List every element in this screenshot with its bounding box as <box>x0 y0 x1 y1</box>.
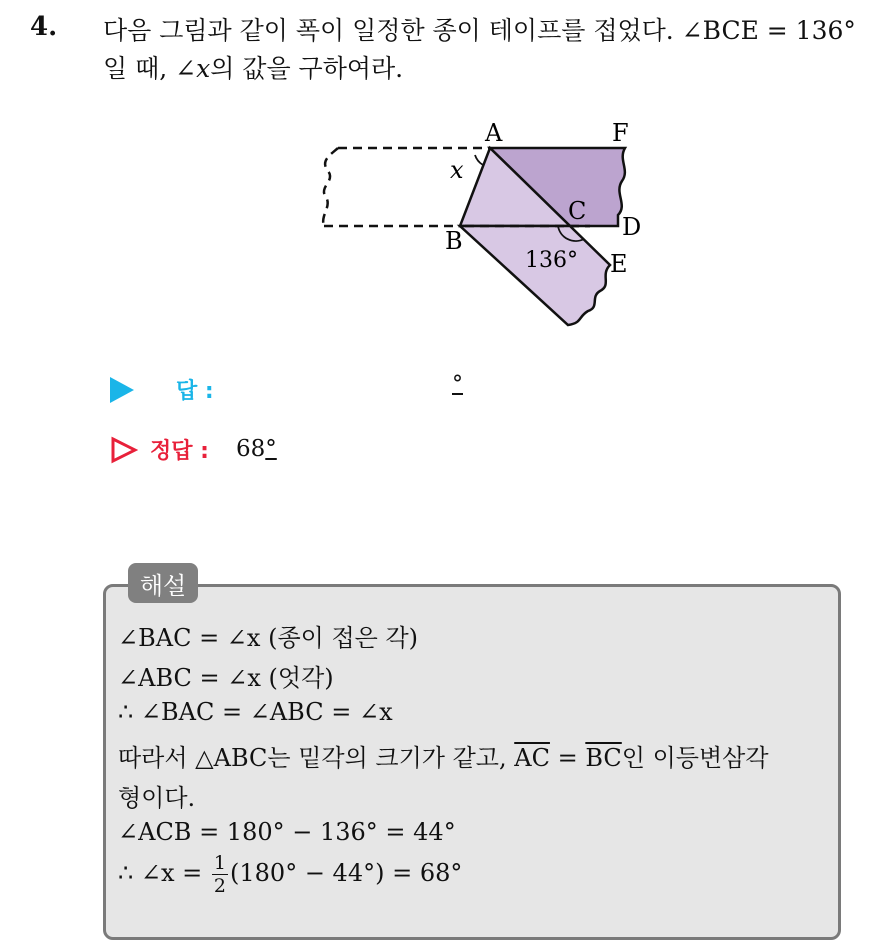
question-line-2-suffix: 의 값을 구하여라. <box>210 54 404 83</box>
segment-bc: $\overline{BC}$ <box>585 744 622 772</box>
equals-sign: = <box>557 744 578 772</box>
label-a: A <box>485 119 503 147</box>
folded-tape-figure <box>300 115 660 330</box>
answer-blank-unit: ° <box>452 372 463 397</box>
label-c: C <box>568 197 587 225</box>
answer-row <box>108 372 508 406</box>
label-e: E <box>610 250 628 278</box>
correct-value-number: 68 <box>236 436 266 462</box>
segment-ac: $\overline{AC}$ <box>514 744 550 772</box>
solution-line-4-text: 따라서 △ABC는 밑각의 크기가 같고, <box>118 744 507 772</box>
label-f: F <box>612 119 629 147</box>
solution-line-7 <box>118 852 462 897</box>
question-text <box>103 12 873 88</box>
correct-value <box>236 436 277 462</box>
question-line-1: 다음 그림과 같이 폭이 일정한 종이 테이프를 접었다. ∠BCE = 136° <box>103 16 856 45</box>
correct-value-unit: ° <box>265 436 277 462</box>
angle-x-arc <box>475 155 483 165</box>
label-b: B <box>445 227 463 255</box>
fraction-one-half <box>212 852 228 897</box>
label-x: x <box>450 156 464 184</box>
solution-line-5: 형이다. <box>118 784 196 812</box>
answer-label: 답 : <box>176 379 214 404</box>
solution-line-7-prefix: ∴ ∠x = <box>118 859 203 887</box>
outline-triangle-icon <box>110 436 138 464</box>
fraction-numerator: 1 <box>213 852 227 874</box>
solution-line-1: ∠BAC = ∠x (종이 접은 각) <box>118 624 418 652</box>
solution-line-4-tail: 인 이등변삼각 <box>621 744 769 772</box>
correct-answer-row <box>108 432 408 468</box>
solution-line-4 <box>118 738 769 773</box>
label-136: 136° <box>525 248 578 273</box>
solution-line-6: ∠ACB = 180° − 136° = 44° <box>118 818 456 846</box>
solution-line-3: ∴ ∠BAC = ∠ABC = ∠x <box>118 698 393 726</box>
solution-line-7-suffix: (180° − 44°) = 68° <box>230 859 463 887</box>
answer-blank[interactable] <box>452 372 463 397</box>
question-line-2 <box>103 50 873 88</box>
play-icon <box>110 377 134 403</box>
question-number: 4. <box>30 12 58 42</box>
correct-label: 정답 : <box>150 439 209 464</box>
solution-tab: 해설 <box>128 563 198 603</box>
question-line-2-prefix: 일 때, ∠ <box>103 54 197 83</box>
solution-line-2: ∠ABC = ∠x (엇각) <box>118 664 334 692</box>
question-variable-x: x <box>196 54 211 83</box>
fraction-denominator: 2 <box>213 875 227 897</box>
label-d: D <box>622 213 642 241</box>
lower-tape-region <box>460 226 610 325</box>
